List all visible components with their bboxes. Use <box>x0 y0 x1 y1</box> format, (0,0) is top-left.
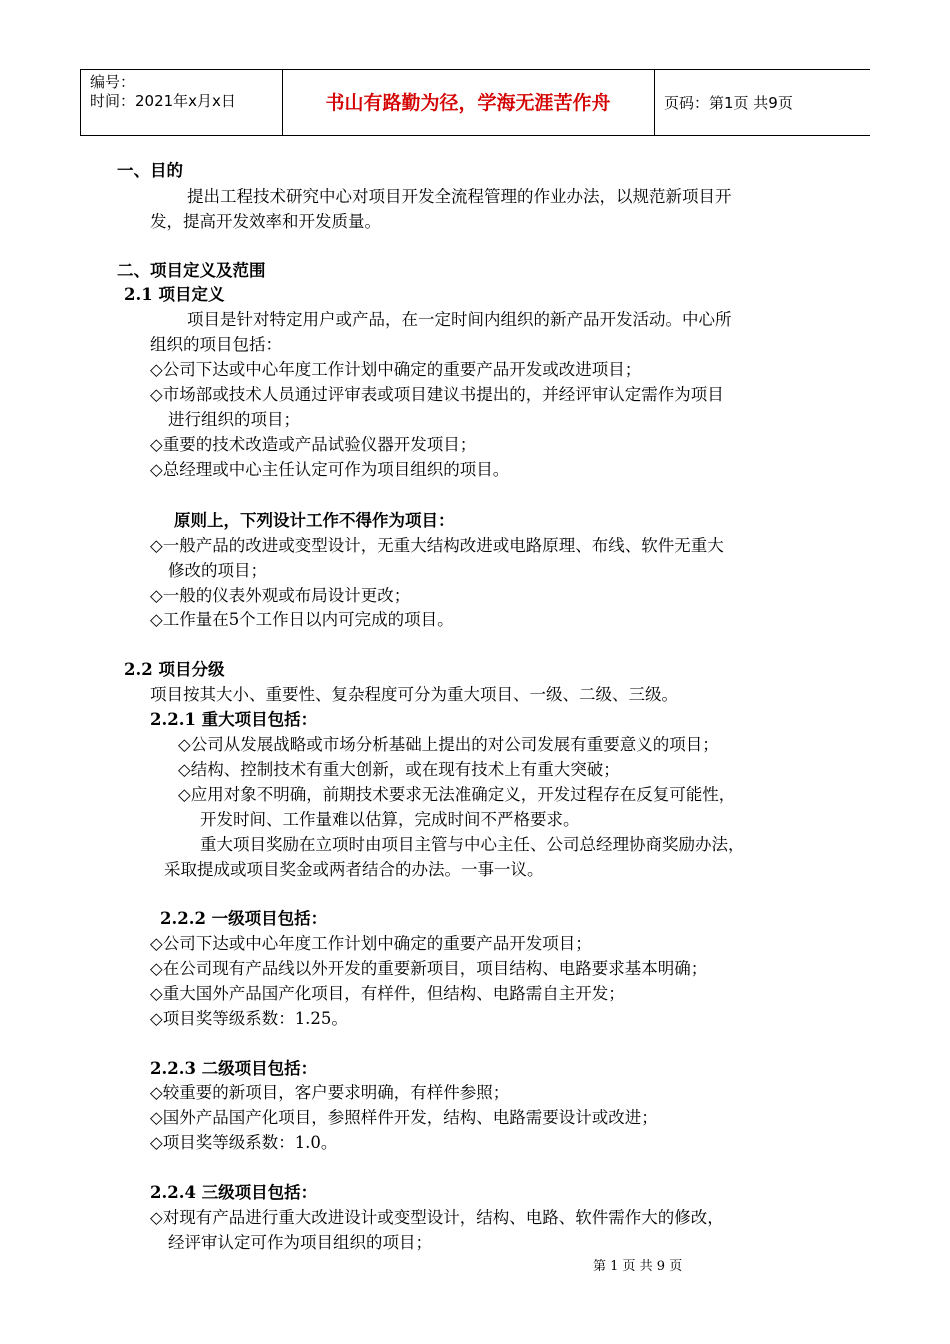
subsection-heading-2-1: 2.1 项目定义 <box>124 285 225 304</box>
list-item: ◇国外产品国产化项目，参照样件开发，结构、电路需要设计或改进； <box>150 1108 658 1127</box>
list-item: ◇市场部或技术人员通过评审表或项目建议书提出的，并经评审认定需作为项目 <box>150 385 724 404</box>
list-item-continuation: 进行组织的项目； <box>168 410 300 429</box>
footer-page-number: 第 1 页 共 9 页 <box>593 1259 683 1274</box>
header-page-info: 页码：第1页 共9页 <box>664 94 793 112</box>
purpose-paragraph-line-1: 提出工程技术研究中心对项目开发全流程管理的作业办法，以规范新项目开 <box>187 187 732 206</box>
header-number-label: 编号： <box>90 73 136 91</box>
list-item-continuation: 修改的项目； <box>168 561 267 580</box>
list-item: ◇一般产品的改进或变型设计，无重大结构改进或电路原理、布线、软件无重大 <box>150 536 724 555</box>
header-bottom-rule <box>80 135 870 136</box>
list-item: ◇总经理或中心主任认定可作为项目组织的项目。 <box>150 460 510 479</box>
definition-intro-line-2: 组织的项目包括： <box>150 335 282 354</box>
header-top-rule <box>80 69 870 70</box>
list-item: ◇较重要的新项目，客户要求明确，有样件参照； <box>150 1083 510 1102</box>
header-divider-right <box>654 69 655 135</box>
header-left-border <box>80 69 81 135</box>
definition-intro-line-1: 项目是针对特定用户或产品，在一定时间内组织的新产品开发活动。中心所 <box>187 310 732 329</box>
header-motto: 书山有路勤为径，学海无涯苦作舟 <box>325 92 611 114</box>
list-item: ◇对现有产品进行重大改进设计或变型设计，结构、电路、软件需作大的修改， <box>150 1208 724 1227</box>
list-item: ◇项目奖等级系数：1.0。 <box>150 1133 338 1152</box>
subsection-heading-2-2-4: 2.2.4 三级项目包括： <box>150 1183 318 1202</box>
reward-paragraph-line-2: 采取提成或项目奖金或两者结合的办法。一事一议。 <box>164 860 544 879</box>
purpose-paragraph-line-2: 发，提高开发效率和开发质量。 <box>150 212 381 231</box>
subsection-heading-2-2-1: 2.2.1 重大项目包括： <box>150 710 318 729</box>
subsection-heading-2-2: 2.2 项目分级 <box>124 660 225 679</box>
header-time-label: 时间：2021年x月x日 <box>90 92 236 110</box>
list-item: ◇重大国外产品国产化项目，有样件，但结构、电路需自主开发； <box>150 984 625 1003</box>
list-item: ◇公司下达或中心年度工作计划中确定的重要产品开发项目； <box>150 934 592 953</box>
section-heading-purpose: 一、目的 <box>117 161 183 180</box>
list-item: ◇应用对象不明确，前期技术要求无法准确定义，开发过程存在反复可能性， <box>178 785 736 804</box>
list-item: ◇公司从发展战略或市场分析基础上提出的对公司发展有重要意义的项目； <box>178 735 719 754</box>
reward-paragraph-line-1: 重大项目奖励在立项时由项目主管与中心主任、公司总经理协商奖励办法， <box>200 835 745 854</box>
grading-intro: 项目按其大小、重要性、复杂程度可分为重大项目、一级、二级、三级。 <box>150 685 678 704</box>
list-item: ◇一般的仪表外观或布局设计更改； <box>150 586 411 605</box>
subsection-heading-2-2-3: 2.2.3 二级项目包括： <box>150 1059 318 1078</box>
list-item: ◇公司下达或中心年度工作计划中确定的重要产品开发或改进项目； <box>150 360 642 379</box>
list-item-continuation: 经评审认定可作为项目组织的项目； <box>168 1233 432 1252</box>
list-item: ◇结构、控制技术有重大创新，或在现有技术上有重大突破； <box>178 760 620 779</box>
list-item: ◇工作量在5个工作日以内可完成的项目。 <box>150 610 454 629</box>
section-heading-definition-scope: 二、项目定义及范围 <box>117 261 266 280</box>
list-item: ◇重要的技术改造或产品试验仪器开发项目； <box>150 435 477 454</box>
list-item: ◇在公司现有产品线以外开发的重要新项目，项目结构、电路要求基本明确； <box>150 959 708 978</box>
subsection-heading-2-2-2: 2.2.2 一级项目包括： <box>160 909 328 928</box>
principle-heading: 原则上，下列设计工作不得作为项目： <box>174 511 455 530</box>
list-item: ◇项目奖等级系数：1.25。 <box>150 1009 348 1028</box>
list-item-continuation: 开发时间、工作量难以估算，完成时间不严格要求。 <box>200 810 580 829</box>
